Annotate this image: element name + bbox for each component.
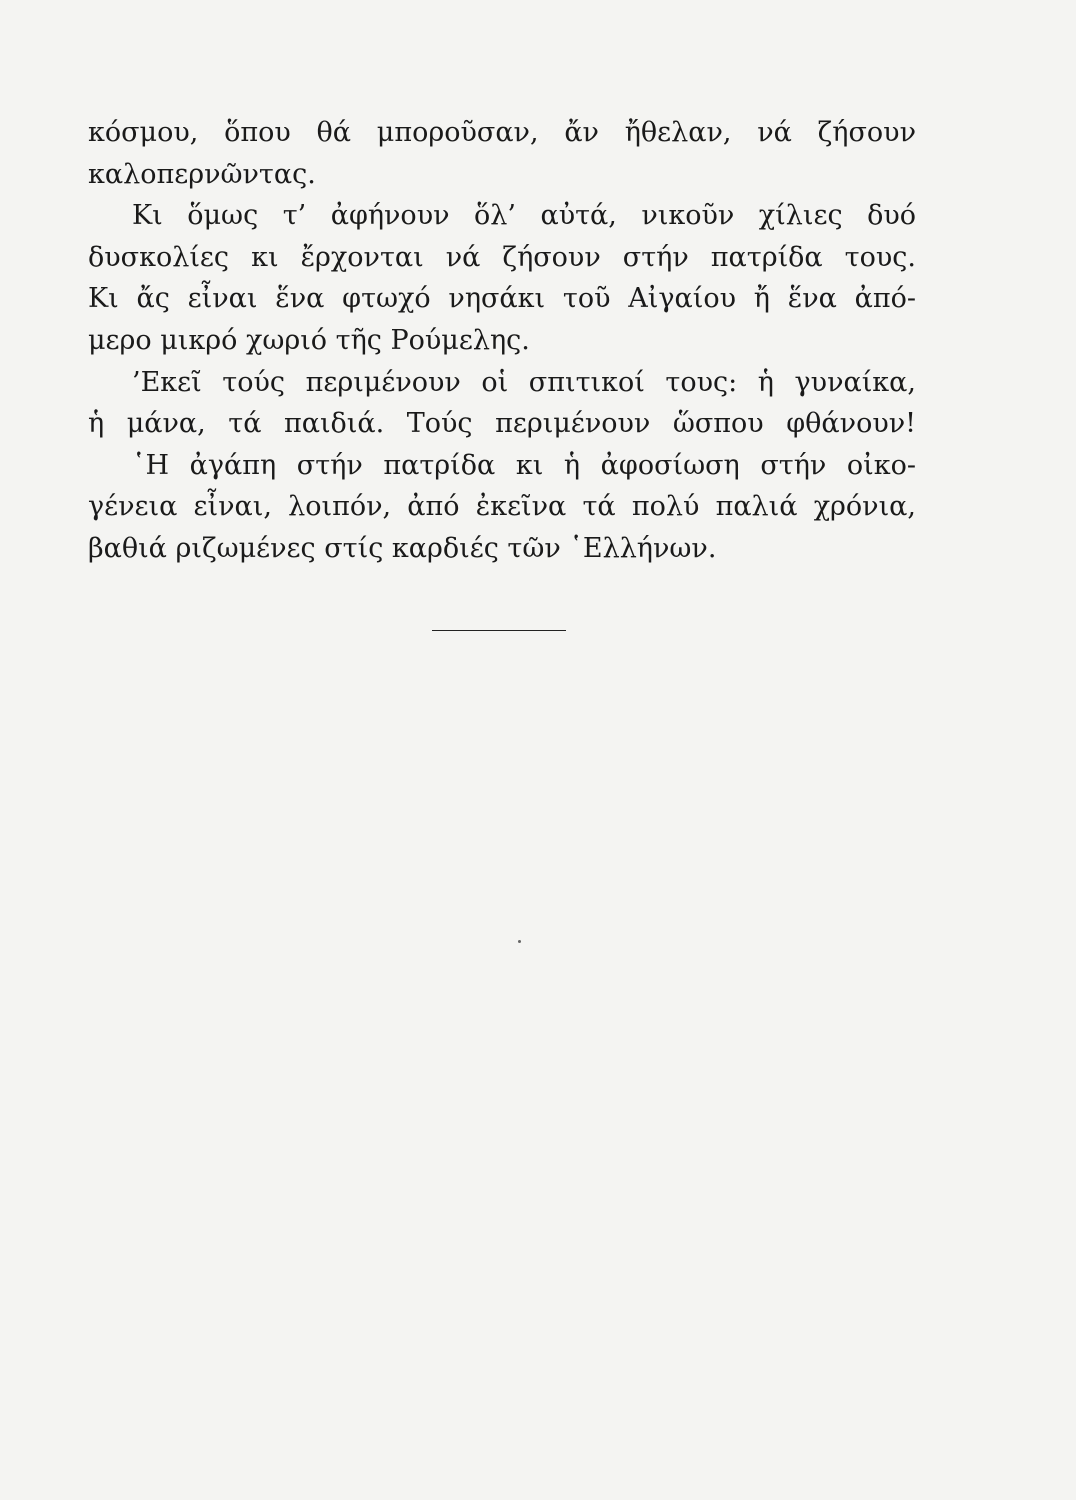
text-line: βαθιά ριζωμένες στίς καρδιές τῶν ῾Ελλήνων. xyxy=(88,532,717,564)
paragraph-start-line: Κι ὅμως τ’ ἀφήνουν ὅλ’ αὐτά, νικοῦν χίλιες δυό xyxy=(132,200,916,232)
text-line: καλοπερνῶντας. xyxy=(88,158,316,190)
body-text xyxy=(88,112,916,570)
paragraph-start-line: ’Εκεῖ τούς περιμένουν οἱ σπιτικοί τους: ἡ γυναίκα, xyxy=(132,366,916,398)
text-line: κόσμου, ὅπου θά μποροῦσαν, ἄν ἤθελαν, νά ζήσουν xyxy=(88,117,916,148)
text-line: ἡ μάνα, τά παιδιά. Τούς περιμένουν ὥσπου φθάνουν! xyxy=(88,408,916,440)
text-line: Κι ἄς εἶναι ἕνα φτωχό νησάκι τοῦ Αἰγαίου ἤ ἕνα ἀπό- xyxy=(88,283,916,315)
text-line: μερο μικρό χωριό τῆς Ρούμελης. xyxy=(88,324,530,356)
section-end-rule xyxy=(432,630,566,631)
text-line: γένεια εἶναι, λοιπόν, ἀπό ἐκεῖνα τά πολύ παλιά χρόνια, xyxy=(88,491,916,523)
paper-speck xyxy=(518,940,521,943)
text-line: δυσκολίες κι ἔρχονται νά ζήσουν στήν πατρίδα τους. xyxy=(88,241,916,273)
paragraph-start-line: ῾Η ἀγάπη στήν πατρίδα κι ἡ ἀφοσίωση στήν οἰκο- xyxy=(132,449,916,481)
